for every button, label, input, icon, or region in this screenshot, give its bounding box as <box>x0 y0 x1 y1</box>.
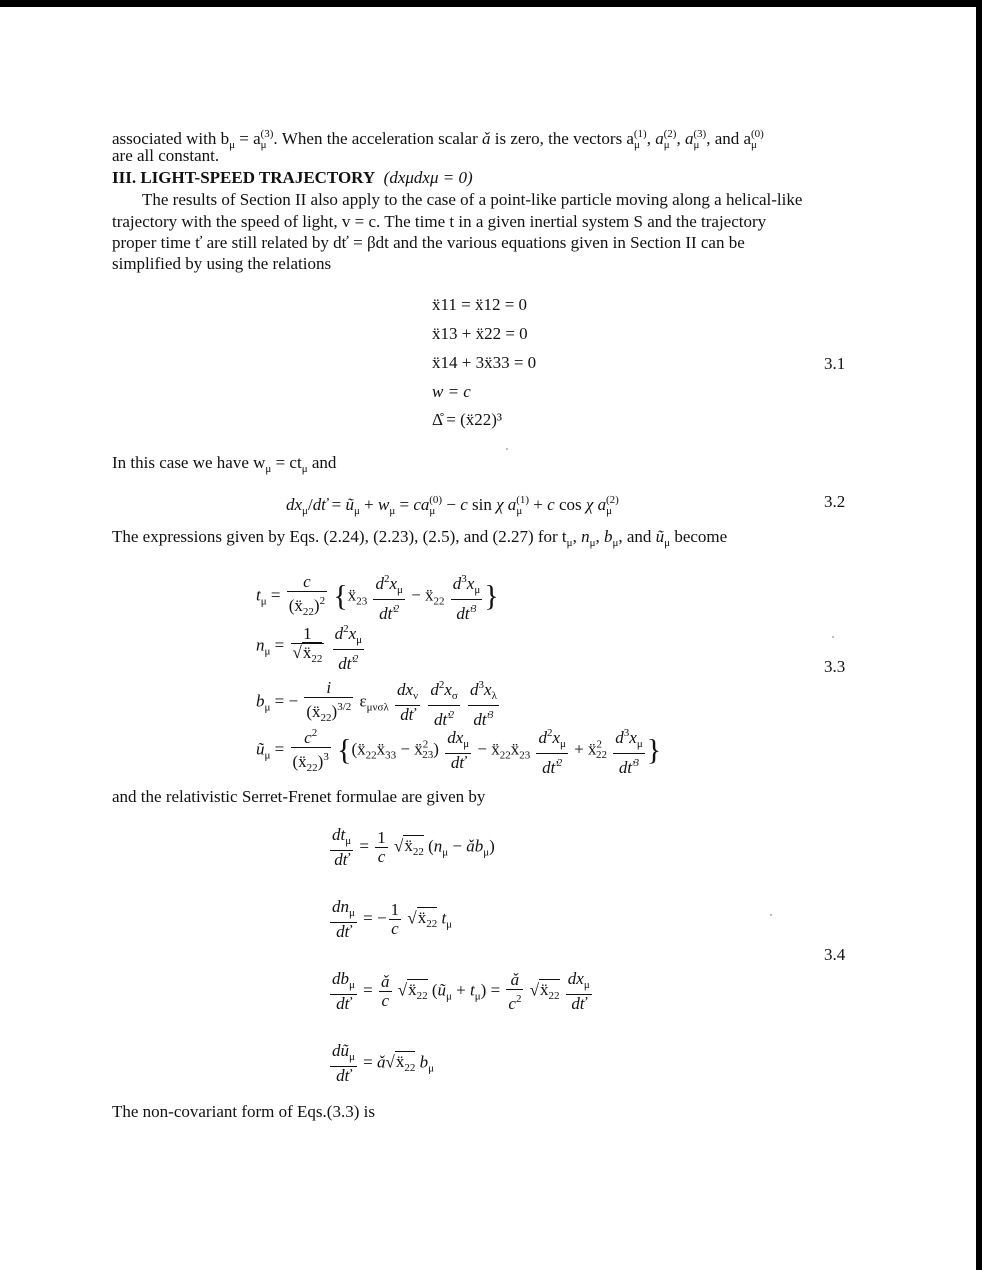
para5: and the relativistic Serret-Frenet formulae are given by <box>112 787 486 806</box>
para4: The expressions given by Eqs. (2.24), (2.23), (2.5), and (2.27) for $t_\mu$, $n_\mu$, $b_\mu$, and $ũ_\mu$ become <box>112 527 728 549</box>
eq33-t: $t_\mu$ = $\frac{c}{(ẍ_{22})^2}$ {ẍ$_{23}$ $\frac{d^2x_\mu}{dť^2}$ − ẍ$_{22}$ $\frac{d^3x_\mu}{dť^3}$ } <box>256 571 499 623</box>
eq32-number: 3.2 <box>824 492 846 511</box>
scan-border-right <box>976 0 982 1270</box>
para2-line4: simplified by using the relations <box>112 254 332 273</box>
eq31-number: 3.1 <box>824 354 846 373</box>
eq33-b: $b_\mu$ = − $\frac{i}{(ẍ_{22})^{3/2}}$ $\varepsilon_{\mu\nu\sigma\lambda}$ $\frac{dx_\nu}{dť}$ $\frac{d^2x_\sigma}{dť^2}$ $\frac{d^3x_\lambda}{dť^3}$ <box>256 677 497 729</box>
scan-border-top <box>0 0 982 7</box>
eq31-line3: ẍ14 + 3ẍ33 = 0 <box>432 353 537 372</box>
eq33-n: $n_\mu$ = $\frac{1}{√ẍ_{22}}$ $\frac{d^2x_\mu}{dť^2}$ <box>256 620 366 673</box>
section-heading: III. LIGHT-SPEED TRAJECTORY (dxμdxμ = 0) <box>112 168 473 187</box>
scan-speck <box>770 914 772 916</box>
eq31-line5: Δ̊ = (ẍ22)³ <box>432 410 503 429</box>
scan-speck <box>506 448 508 450</box>
eq31-line2: ẍ13 + ẍ22 = 0 <box>432 324 528 343</box>
eq34-du: $\frac{dũ_\mu}{dť}$ = ǎ√ẍ$_{22}$ $b_\mu$ <box>332 1041 434 1085</box>
para2-line2: trajectory with the speed of light, v = c. The time t in a given inertial system S and the trajectory <box>112 212 767 231</box>
eq33-number: 3.3 <box>824 657 846 676</box>
para2-line3: proper time ť are still related by dť = βdt and the various equations given in Section II can be <box>112 233 745 252</box>
eq31-line4: w = c <box>432 382 471 401</box>
eq34-db: $\frac{db_\mu}{dť}$ = $\frac{ǎ}{c}$ √ẍ$_{22}$ $(ũ_\mu + t_\mu)$ = $\frac{ǎ}{c^2}$ √ẍ$_{22}$ $\frac{dx_\mu}{dť}$ <box>332 969 590 1013</box>
para1-line2: are all constant. <box>112 146 220 165</box>
eq34-dt: $\frac{dt_\mu}{dť}$ = $\frac{1}{c}$ √ẍ$_{22}$ ($n_\mu$ − $ǎb_\mu$) <box>332 825 495 869</box>
eq33-u: $ũ_\mu$ = $\frac{c^2}{(ẍ_{22})^3}$ {(ẍ$_{22}$ẍ$_{33}$ − ẍ$^2_{23}$) $\frac{dx_\mu}{dť}$ − ẍ$_{22}$ẍ$_{23}$ $\frac{d^2x_\mu}{dť^2}$ + ẍ$^2_{22}$ $\frac{d^3x_\mu}{dť^3}$ } <box>256 724 661 777</box>
para3: In this case we have $w_\mu = ct_\mu$ and <box>112 453 337 475</box>
para6: The non-covariant form of Eqs.(3.3) is <box>112 1102 375 1121</box>
eq34-number: 3.4 <box>824 945 846 964</box>
para1-line1: associated with $b_\mu = a_\mu^{(3)}$. When the acceleration scalar ǎ is zero, the vectors $a_\mu^{(1)}$, $a_\mu^{(2)}$, $a_\mu^{(3)}$, and $a_\mu^{(0)}$ <box>112 128 764 151</box>
eq34-dn: $\frac{dn_\mu}{dť}$ = − $\frac{1}{c}$ √ẍ$_{22}$ $t_\mu$ <box>332 897 453 941</box>
para2-line1: The results of Section II also apply to the case of a point-like particle moving along a helical-like <box>142 190 803 209</box>
scan-speck <box>832 636 834 638</box>
eq31-line1: ẍ11 = ẍ12 = 0 <box>432 295 528 314</box>
eq32: $dx_\mu/dť$ = $ũ_\mu + w_\mu = ca_\mu^{(0)} - c$ sin χ $a_\mu^{(1)} + c$ cos χ $a_\mu^{(2)}$ <box>286 494 619 517</box>
